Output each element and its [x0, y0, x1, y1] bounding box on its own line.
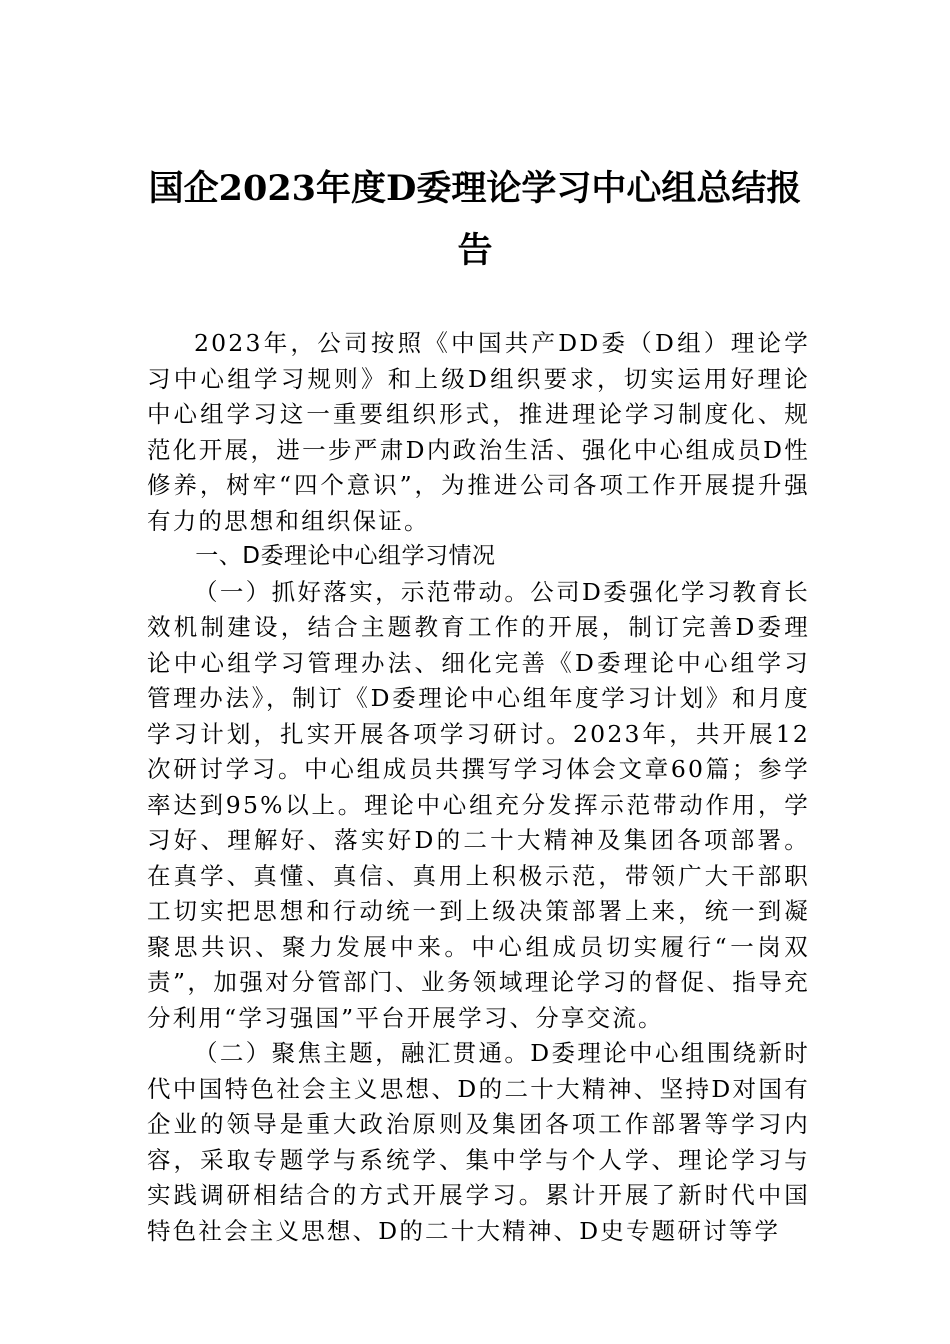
paragraph-section-1 [147, 575, 810, 1037]
paragraph-text: 公司D委强化学习教育长效机制建设，结合主题教育工作的开展，制订完善D委理论中心组学习管理办法、细化完善《D委理论中心组学习管理办法》，制订《D委理论中心组年度学习计划》和月度学习计划，扎实开展各项学习研讨。2023年，共开展12次研讨学习。中心组成员共撰写学习体会文章60篇；参学率达到95%以上。理论中心组充分发挥示范带动作用，学习好、理解好、落实好D的二十大精神及集团各项部署。在真学、真懂、真信、真用上积极示范，带领广大干部职工切实把思想和行动统一到上级决策部署上来，统一到凝聚思共识、聚力发展中来。中心组成员切实履行“一岗双责”，加强对分管部门、业务领域理论学习的督促、指导充分利用“学习强国”平台开展学习、分享交流。 [147, 577, 810, 1032]
section-heading: 一、D委理论中心组学习情况 [195, 543, 496, 569]
document-body [147, 326, 810, 1249]
paragraph-lead: （一）抓好落实，示范带动。 [194, 577, 531, 606]
paragraph-lead: （二）聚焦主题，融汇贯通。 [194, 1039, 531, 1067]
paragraph-text: D委理论中心组围绕新时代中国特色社会主义思想、D的二十大精神、坚持D对国有企业的领导是重大政治原则及集团各项工作部署等学习内容，采取专题学与系统学、集中学与个人学、理论学习与实践调研相结合的方式开展学习。累计开展了新时代中国特色社会主义思想、D的二十大精神、D史专题研讨等学 [147, 1039, 810, 1245]
paragraph-section-2 [147, 1036, 810, 1249]
intro-paragraph: 2023年，公司按照《中国共产DD委（D组）理论学习中心组学习规则》和上级D组织要求，切实运用好理论中心组学习这一重要组织形式，推进理论学习制度化、规范化开展，进一步严肃D内政治生活、强化中心组成员D性修养，树牢“四个意识”，为推进公司各项工作开展提升强有力的思想和组织保证。 [147, 329, 810, 535]
document-title: 国企2023年度D委理论学习中心组总结报告 [148, 168, 802, 271]
